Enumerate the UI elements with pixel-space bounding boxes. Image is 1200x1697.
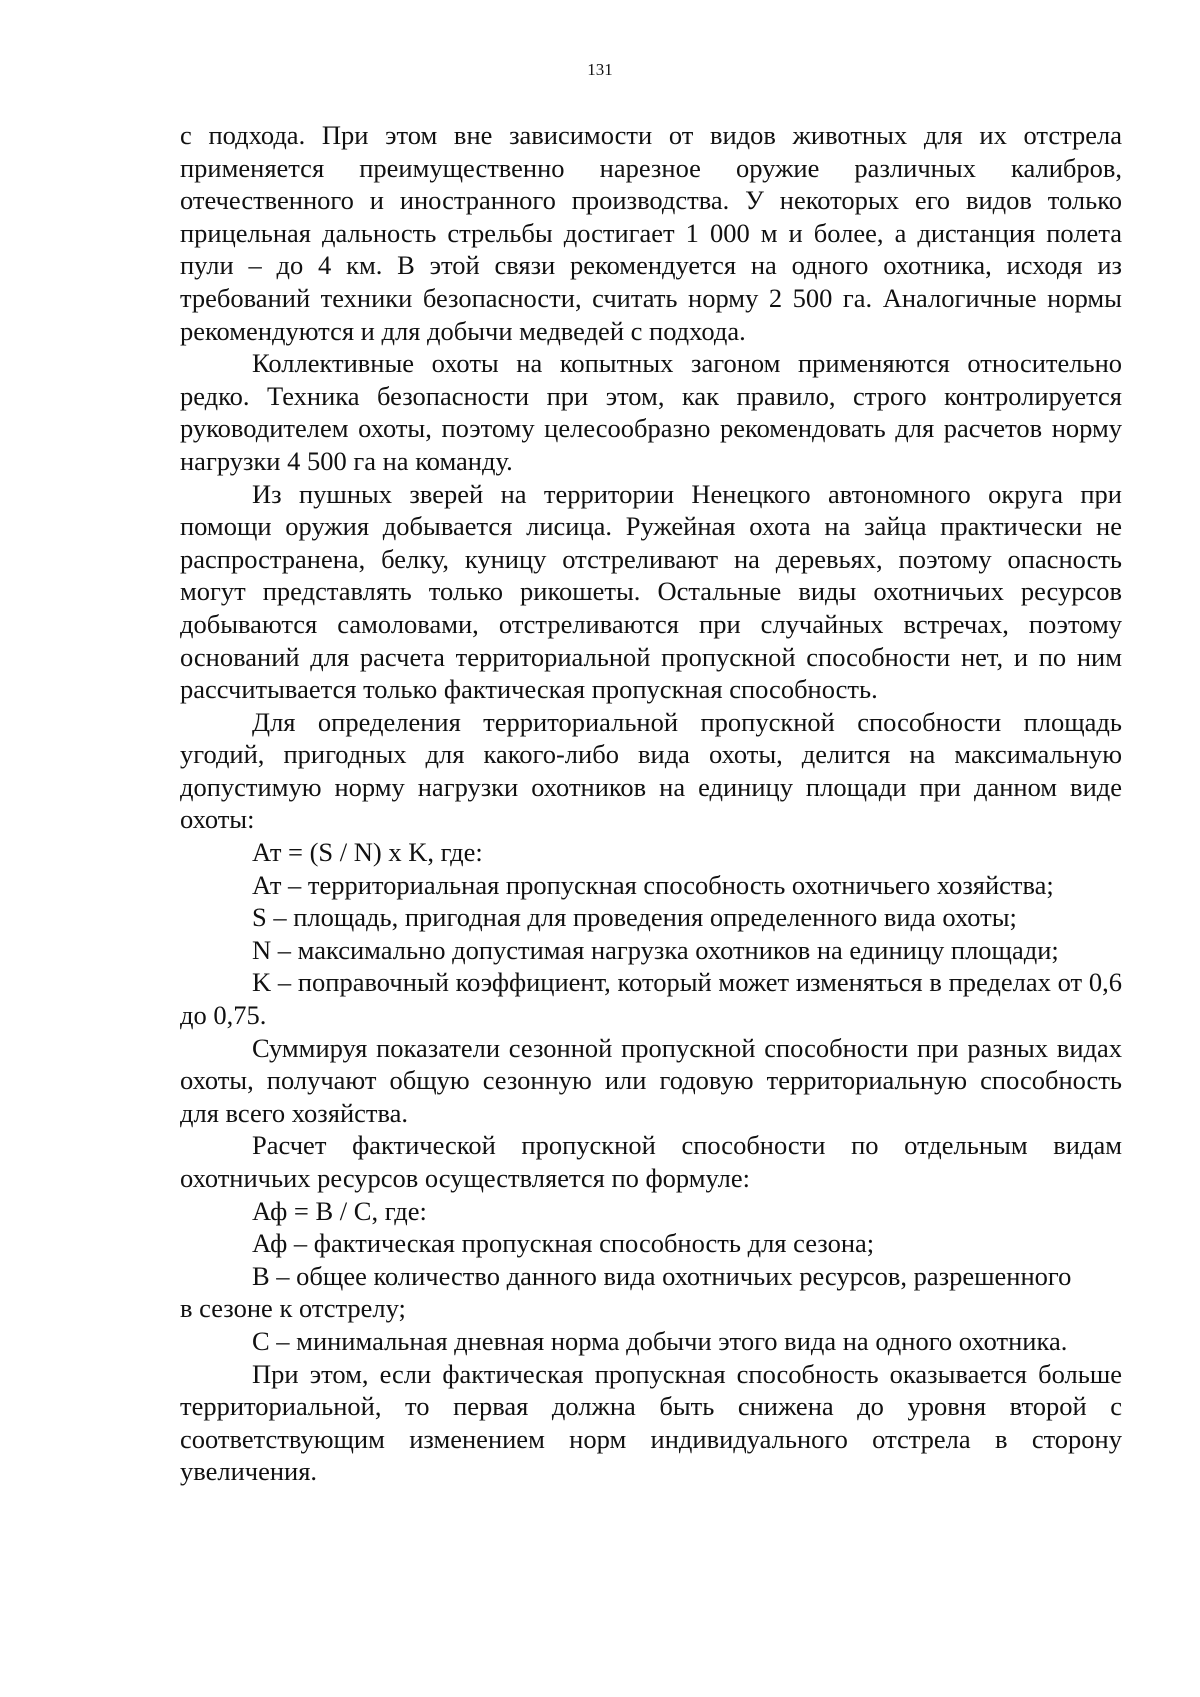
- body-text: [180, 119, 1122, 1488]
- paragraph-2: Коллективные охоты на копытных загоном применяются относительно редко. Техника безопасности при этом, как правило, строго контролируется руководителем охоты, поэтому целесообразно рекомендовать для расчетов норму нагрузки 4 500 га на команду.: [180, 348, 1122, 476]
- page-number: 131: [587, 60, 613, 79]
- paragraph-6: Расчет фактической пропускной способности по отдельным видам охотничьих ресурсов осуществляется по формуле:: [180, 1130, 1122, 1193]
- formula-territorial: Ат = (S / N) x K, где:: [252, 837, 483, 868]
- definition-k: K – поправочный коэффициент, который может изменяться в пределах от 0,6 до 0,75.: [180, 967, 1122, 1031]
- paragraph-5: Суммируя показатели сезонной пропускной способности при разных видах охоты, получают общую сезонную или годовую территориальную способность для всего хозяйства.: [180, 1032, 1122, 1128]
- paragraph-1: с подхода. При этом вне зависимости от видов животных для их отстрела применяется преимущественно нарезное оружие различных калибров, отечественного и иностранного производства. У некоторых его видов только прицельная дальность стрельбы достигает 1 000 м и более, а дистанция полета пули – до 4 км. В этой связи рекомендуется на одного охотника, исходя из требований техники безопасности, считать норму 2 500 га. Аналогичные нормы рекомендуются и для добычи медведей с подхода.: [180, 120, 1122, 346]
- formula-actual: Аф = В / С, где:: [252, 1195, 427, 1226]
- definition-n: N – максимально допустимая нагрузка охотников на единицу площади;: [252, 934, 1059, 965]
- paragraph-3: Из пушных зверей на территории Ненецкого автономного округа при помощи оружия добывается лисица. Ружейная охота на зайца практически не распространена, белку, куницу отстреливают на деревьях, поэтому опасность могут представлять только рикошеты. Остальные виды охотничьих ресурсов добываются самоловами, отстреливаются при случайных встречах, поэтому оснований для расчета территориальной пропускной способности нет, и по ним рассчитывается только фактическая пропускная способность.: [180, 478, 1122, 705]
- paragraph-7: При этом, если фактическая пропускная способность оказывается больше территориальной, то первая должна быть снижена до уровня второй с соответствующим изменением норм индивидуального отстрела в сторону увеличения.: [180, 1358, 1122, 1487]
- definition-af: Аф – фактическая пропускная способность для сезона;: [252, 1228, 875, 1259]
- definition-at: Ат – территориальная пропускная способность охотничьего хозяйства;: [252, 869, 1054, 900]
- definition-b-continued: в сезоне к отстрелу;: [180, 1293, 406, 1324]
- definition-c: С – минимальная дневная норма добычи этого вида на одного охотника.: [252, 1325, 1068, 1356]
- definition-s: S – площадь, пригодная для проведения определенного вида охоты;: [252, 902, 1017, 933]
- definition-b: В – общее количество данного вида охотничьих ресурсов, разрешенного: [252, 1260, 1072, 1291]
- paragraph-4: Для определения территориальной пропускной способности площадь угодий, пригодных для какого-либо вида охоты, делится на максимальную допустимую норму нагрузки охотников на единицу площади при данном виде охоты:: [180, 706, 1122, 835]
